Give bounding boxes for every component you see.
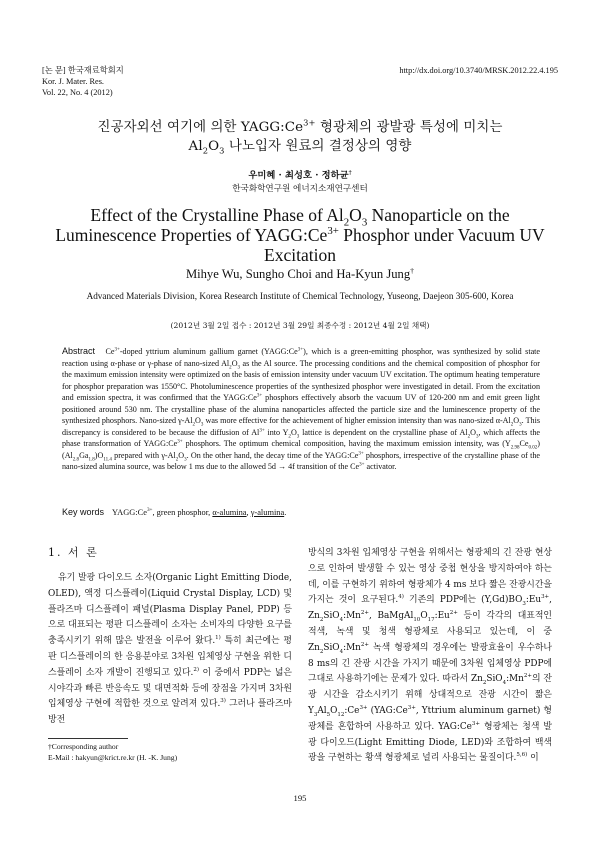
title-korean: 진공자외선 여기에 의한 $YAGG:Ce^{3+}$ 형광체의 광발광 특성에 미치는 $Al_2O_3$ 나노입자 원료의 결정상의 영향 bbox=[97, 117, 503, 156]
keywords-label: Key words bbox=[62, 507, 105, 517]
body-right-column: 방식의 3차원 입체영상 구현을 위해서는 형광체의 긴 잔광 현상으로 인하여 발생할 수 있는 영상 중첩 현상을 방지하여야 하는데, 이를 구현하기 위하여 형광체가 4 ms 보다 짧은 잔광시간을 가지는 것이 요구된다.$^{4)}$ 기존의 PDP에는 $(Y,Gd)BO_3:Eu^{3+}$, $Zn_2SiO_4:Mn^{2+}$, $BaMgAl_{10}O_{17}:Eu^{2+}$ 등이 각각의 대표적인 적색, 녹색 및 청색 형광체로 사용되고 있는데, 이 중 $Zn_2SiO_4:Mn^{2+}$ 녹색 형광체의 경우에는 발광효율이 우수하나 8 ms의 긴 잔광 시간을 가지기 때문에 3차원 입체영상 PDP에 그대로 사용하기에는 문제가 있다. 따라서 $Zn_2SiO_4:Mn^{2+}$의 잔광 시간을 감소시키기 위해 상대적으로 잔광 시간이 짧은 $Y_3Al_5O_{12}:Ce^{3+}$ ($YAG:Ce^{3+}$, Yttrium aluminum garnet) 형광체를 혼합하여 사용하고 있다. $YAG:Ce^{3+}$ 형광체는 청색 발광 다이오드(Light Emitting Diode, LED)와 조합하여 백색광을 구현하는 황색 형광체로 널리 사용되는 물질이다.$^{5,6)}$ 이 bbox=[308, 548, 553, 764]
affiliation-korean: 한국화학연구원 에너지소재연구센터 bbox=[232, 184, 368, 194]
page-number: 195 bbox=[293, 793, 307, 803]
journal-volume: Vol. 22, No. 4 (2012) bbox=[42, 87, 113, 97]
submission-dates: (2012년 3월 2일 접수 : 2012년 3월 29일 최종수정 : 2012년 4월 2일 채택) bbox=[170, 321, 430, 330]
journal-name-ko: [논 문] 한국재료학회지 bbox=[42, 66, 124, 75]
authors-korean: 우미혜 · 최성호 · 정하균† bbox=[248, 169, 352, 181]
title-english: Effect of the Crystalline Phase of $Al_2O_3$ Nanoparticle on the Luminescence Properties of $YAGG:Ce^{3+}$ Phosphor under Vacuum UV Excitation bbox=[55, 205, 545, 265]
authors-english: Mihye Wu, Sungho Choi and Ha-Kyun Jung† bbox=[185, 265, 415, 281]
abstract-label: Abstract bbox=[62, 346, 96, 356]
keywords: Key words $YAGG:Ce^{3+}$, green phosphor, α-alumina, γ-alumina. bbox=[62, 507, 287, 517]
section-heading: 1. 서 론 bbox=[48, 546, 99, 559]
doi-link[interactable]: http://dx.doi.org/10.3740/MRSK.2012.22.4.195 bbox=[399, 66, 558, 75]
footnote-divider bbox=[48, 738, 128, 739]
journal-name-en: Kor. J. Mater. Res. bbox=[42, 76, 104, 86]
journal-header bbox=[42, 66, 124, 98]
body-left-column: 유기 발광 다이오드 소자(Organic Light Emitting Diode, OLED), 액정 디스플레이(Liquid Crystal Display, LCD) 및 플라즈마 디스플레이 패널(Plasma Display Panel, PDP) 등으로 대표되는 평판 디스플레이 소자는 소비자의 다양한 요구를 충족시키기 위해 많은 발전을 이루어 왔다.$^{1)}$ 특히 최근에는 평판 디스플레이의 한 응용분야로 3차원 입체영상 구현을 위한 디스플레이 소자 개발이 진행되고 있다.$^{2)}$ 이 중에서 PDP는 넓은 시야각과 빠른 반응속도 및 대면적화 등에 장점을 가지며 3차원 입체영상 구현에 적합한 것으로 알려져 있다.$^{3)}$ 그러나 플라즈마 방전 bbox=[48, 573, 293, 726]
footnote-corresponding: †Corresponding author bbox=[48, 742, 119, 751]
footnote bbox=[48, 742, 177, 763]
footnote-email: E-Mail : hakyun@krict.re.kr (H. -K. Jung) bbox=[48, 752, 178, 762]
affiliation-english: Advanced Materials Division, Korea Research Institute of Chemical Technology, Yuseong, Daejeon 305-600, Korea bbox=[86, 291, 514, 301]
abstract: Abstract $Ce^{3+}$-doped yttrium aluminum gallium garnet $(YAGG:Ce^{3+})$, which is a green-emitting phosphor, was synthesized by solid state reaction using α-phase or γ-phase of nano-sized $Al_2O_3$ as the Al source. The processing conditions and the chemical composition of phosphor for the maximum emission intensity were optimized on the basis of emission intensity under vacuum UV excitation. The optimum heating temperature for phosphor preparation was 1550°C. Photoluminescence properties of the synthesized phosphor were investigated in detail. From the excitation and emission spectra, it was confirmed that the $YAGG:Ce^{3+}$ phosphors effectively absorb the vacuum UV of 120-200 nm and emit green light positioned around 530 nm. The crystalline phase of the alumina nanoparticles affected the particle size and the luminescence property of the synthesized phosphors. Nano-sized $\gamma-Al_2O_3$ was more effective for the achievement of higher emission intensity than was nano-sized $\alpha-Al_2O_3$. This discrepancy is considered to be because the diffusion of $Al^{3+}$ into $Y_2O_3$ lattice is dependent on the crystalline phase of $Al_2O_3$, which affects the phase transformation of $YAGG:Ce^{3+}$ phosphors. The optimum chemical composition, having the maximum emission intensity, was $(Y_{2.98}Ce_{0.02})(Al_{2.8}Ga_{1.8})O_{11.4}$ prepared with $\gamma-Al_2O_3$. On the other hand, the decay time of the $YAGG:Ce^{3+}$ phosphors, irrespective of the crystalline phase of the nano-sized alumina source, was below 1 ms due to the allowed 5d → 4f transition of the $Ce^{3+}$ activator. bbox=[62, 346, 540, 472]
